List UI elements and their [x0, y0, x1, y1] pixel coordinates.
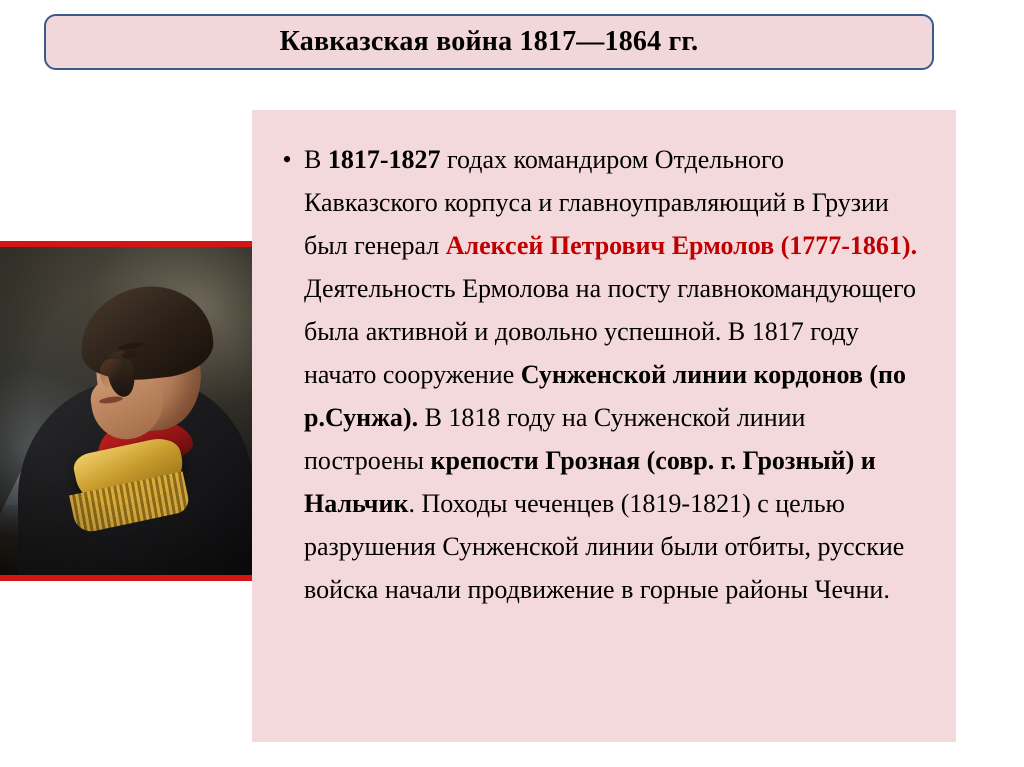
paragraph-run-2: годах командиром Отдельного Кавказского корпуса и главноуправляющий в Грузии был генерал: [304, 145, 889, 260]
content-panel: [252, 110, 956, 742]
portrait-painting: [0, 247, 280, 575]
slide-title-bar: [44, 14, 934, 70]
painting-vignette: [0, 247, 280, 575]
paragraph-run-7: крепости Грозная (совр. г. Грозный) и Нальчик: [304, 446, 876, 518]
paragraph-run-0: В: [304, 145, 328, 174]
portrait-image-frame: [0, 241, 286, 581]
bullet-marker-icon: •: [282, 145, 292, 174]
paragraph-run-1: 1817-1827: [327, 145, 441, 174]
paragraph-run-5: Сунженской линии кордонов (по р.Сунжа).: [304, 360, 906, 432]
page-title: Кавказская война 1817—1864 гг.: [279, 26, 699, 57]
paragraph-run-3: Алексей Петрович Ермолов (1777-1861).: [445, 231, 918, 260]
paragraph-run-6: В 1818 году на Сунженской линии построены: [304, 403, 806, 475]
bullet-list-item: [270, 138, 922, 611]
paragraph-run-4: Деятельность Ермолова на посту главнокомандующего была активной и довольно успешной. В 1817 году начато сооружение: [304, 274, 917, 389]
bullet-paragraph: [304, 138, 922, 611]
paragraph-run-8: . Походы чеченцев (1819-1821) с целью разрушения Сунженской линии были отбиты, русские войска начали продвижение в горные районы Чечни.: [304, 489, 905, 604]
